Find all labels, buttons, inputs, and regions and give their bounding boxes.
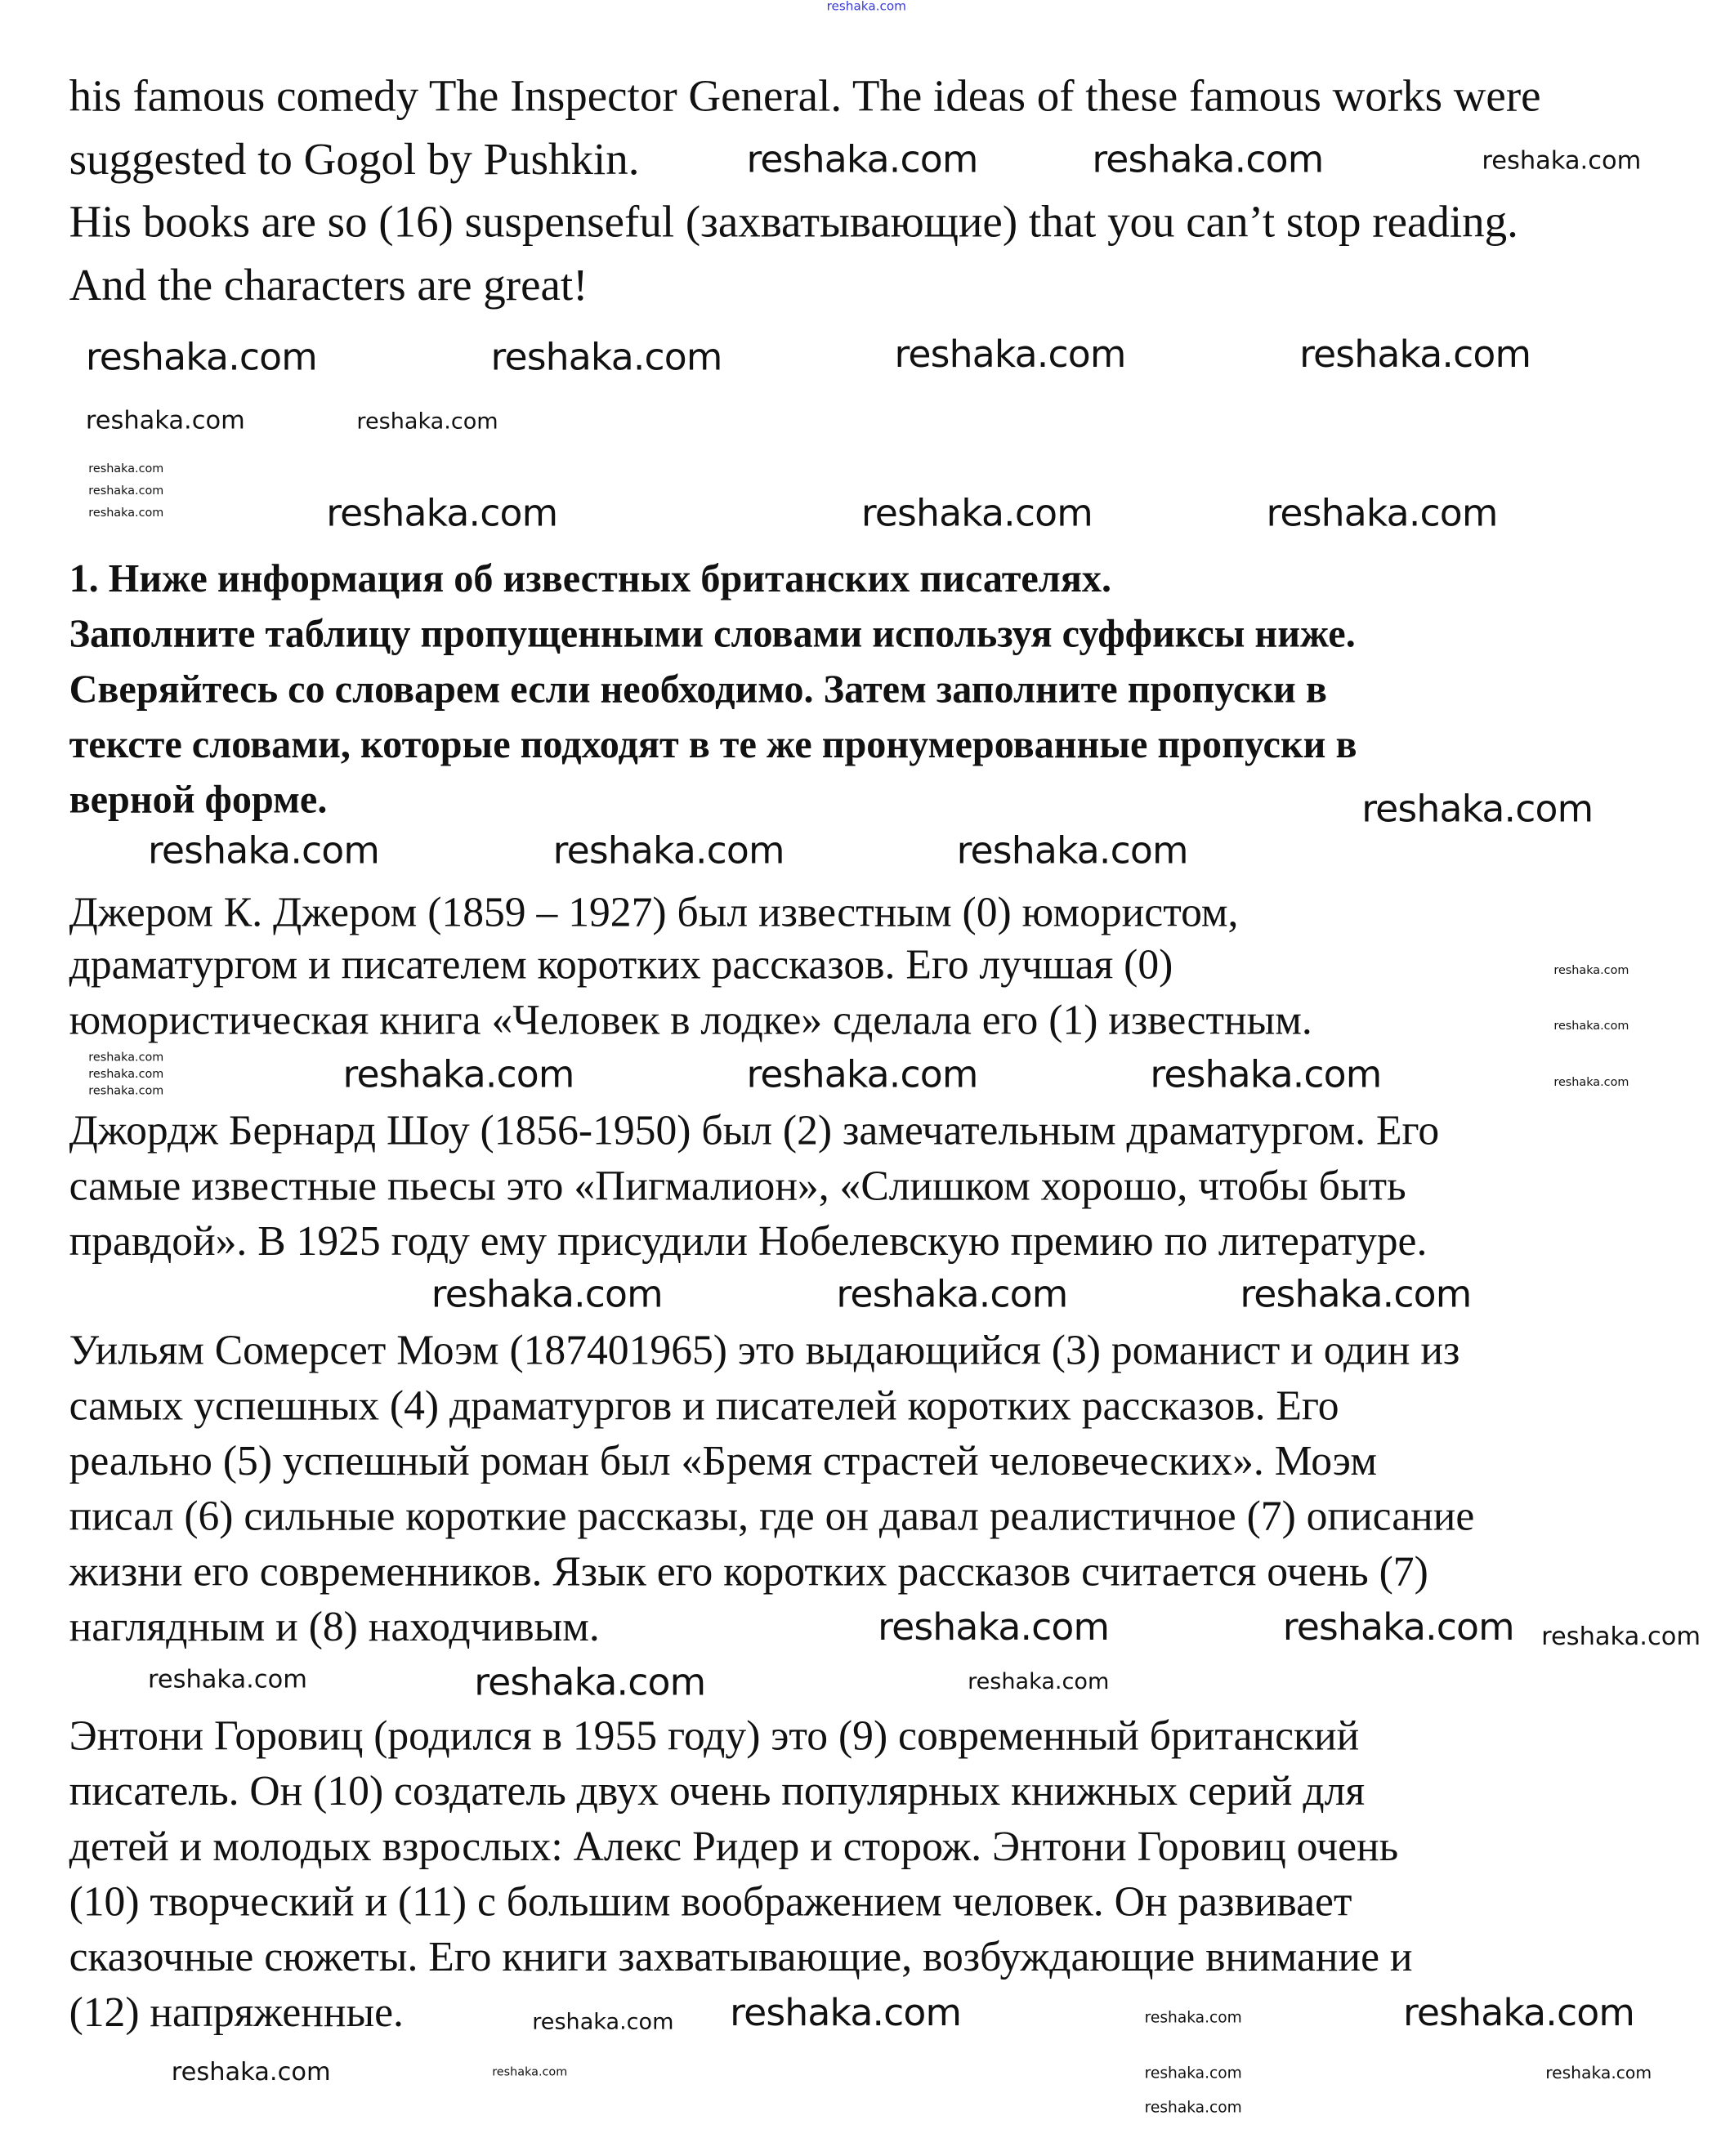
paragraph-line: реально (5) успешный роман был «Бремя страстей человеческих». Моэм <box>69 1437 1378 1484</box>
watermark: reshaka.com <box>148 1665 307 1694</box>
watermark: reshaka.com <box>85 336 317 380</box>
paragraph-line: жизни его современников. Язык его коротких рассказов считается очень (7) <box>69 1547 1428 1596</box>
watermark: reshaka.com <box>730 1992 962 2035</box>
watermark: reshaka.com <box>1092 139 1324 182</box>
paragraph-line: Джордж Бернард Шоу (1856-1950) был (2) замечательным драматургом. Его <box>69 1106 1440 1154</box>
paragraph-line: наглядным и (8) находчивым. <box>69 1603 600 1650</box>
watermark: reshaka.com <box>1553 1019 1629 1033</box>
watermark: reshaka.com <box>148 829 380 873</box>
watermark: reshaka.com <box>1553 964 1629 979</box>
watermark: reshaka.com <box>1299 333 1531 377</box>
paragraph-line: Джером К. Джером (1859 – 1927) был известным (0) юмористом, <box>69 888 1239 936</box>
watermark: reshaka.com <box>746 139 978 182</box>
paragraph-line: писатель. Он (10) создатель двух очень популярных книжных серий для <box>69 1767 1366 1815</box>
watermark: reshaka.com <box>1150 1053 1382 1097</box>
watermark: reshaka.com <box>88 484 164 499</box>
watermark: reshaka.com <box>88 1084 164 1099</box>
watermark: reshaka.com <box>88 1051 164 1065</box>
watermark: reshaka.com <box>1144 2064 1242 2082</box>
task-heading-line: Сверяйтесь со словарем если необходимо. Затем заполните пропуски в <box>69 668 1327 712</box>
watermark: reshaka.com <box>326 493 558 536</box>
paragraph-line: самых успешных (4) драматургов и писателей коротких рассказов. Его <box>69 1382 1339 1430</box>
watermark: reshaka.com <box>1482 146 1642 176</box>
watermark: reshaka.com <box>474 1662 706 1705</box>
watermark: reshaka.com <box>1144 2098 1242 2117</box>
watermark: reshaka.com <box>1541 1622 1701 1652</box>
paragraph-line: (10) творческий и (11) с большим воображением человек. Он развивает <box>69 1877 1352 1926</box>
paragraph-line: писал (6) сильные короткие рассказы, где он давал реалистичное (7) описание <box>69 1492 1475 1540</box>
text-line: suggested to Gogol by Pushkin. <box>69 135 640 185</box>
watermark: reshaka.com <box>431 1273 663 1317</box>
watermark: reshaka.com <box>88 1068 164 1082</box>
task-heading-line: 1. Ниже информация об известных британских писателях. <box>69 558 1112 601</box>
watermark: reshaka.com <box>552 829 785 873</box>
watermark: reshaka.com <box>836 1273 1068 1317</box>
watermark: reshaka.com <box>1553 1076 1629 1091</box>
watermark: reshaka.com <box>956 829 1188 873</box>
paragraph-line: Уильям Сомерсет Моэм (187401965) это выдающийся (3) романист и один из <box>69 1326 1460 1374</box>
paragraph-line: самые известные пьесы это «Пигмалион», «Слишком хорошо, чтобы быть <box>69 1162 1406 1210</box>
watermark: reshaka.com <box>1282 1606 1514 1649</box>
paragraph-line: (12) напряженные. <box>69 1989 404 2036</box>
watermark: reshaka.com <box>532 2007 674 2035</box>
text-line: And the characters are great! <box>69 261 588 311</box>
watermark: reshaka.com <box>968 1667 1110 1694</box>
watermark: reshaka.com <box>894 333 1126 377</box>
watermark: reshaka.com <box>746 1053 978 1097</box>
watermark: reshaka.com <box>860 493 1093 536</box>
watermark: reshaka.com <box>88 462 164 477</box>
watermark: reshaka.com <box>85 406 245 435</box>
watermark: reshaka.com <box>356 408 498 435</box>
task-heading-line: верной форме. <box>69 779 328 823</box>
paragraph-line: детей и молодых взрослых: Алекс Ридер и сторож. Энтони Горовиц очень <box>69 1823 1399 1870</box>
watermark: reshaka.com <box>342 1053 574 1097</box>
paragraph-line: сказочные сюжеты. Его книги захватывающие, возбуждающие внимание и <box>69 1933 1413 1981</box>
watermark: reshaka.com <box>826 0 907 15</box>
paragraph-line: Энтони Горовиц (родился в 1955 году) это (9) современный британский <box>69 1712 1360 1760</box>
watermark: reshaka.com <box>1144 2008 1242 2027</box>
watermark: reshaka.com <box>1545 2063 1652 2083</box>
paragraph-line: драматургом и писателем коротких рассказов. Его лучшая (0) <box>69 940 1173 989</box>
watermark: reshaka.com <box>1266 493 1498 536</box>
watermark: reshaka.com <box>171 2057 331 2087</box>
text-line: His books are so (16) suspenseful (захватывающие) that you can’t stop reading. <box>69 197 1518 248</box>
watermark: reshaka.com <box>1402 1992 1634 2035</box>
watermark: reshaka.com <box>1240 1273 1472 1317</box>
watermark: reshaka.com <box>88 507 164 521</box>
text-line: his famous comedy The Inspector General. The ideas of these famous works were <box>69 71 1541 122</box>
watermark: reshaka.com <box>492 2065 568 2080</box>
task-heading-line: Заполните таблицу пропущенными словами используя суффиксы ниже. <box>69 614 1356 657</box>
watermark: reshaka.com <box>490 336 722 380</box>
paragraph-line: юмористическая книга «Человек в лодке» сделала его (1) известным. <box>69 996 1312 1044</box>
paragraph-line: правдой». В 1925 году ему присудили Нобелевскую премию по литературе. <box>69 1217 1428 1265</box>
watermark: reshaka.com <box>878 1606 1110 1649</box>
watermark: reshaka.com <box>1361 788 1594 832</box>
task-heading-line: тексте словами, которые подходят в те же пронумерованные пропуски в <box>69 724 1357 767</box>
